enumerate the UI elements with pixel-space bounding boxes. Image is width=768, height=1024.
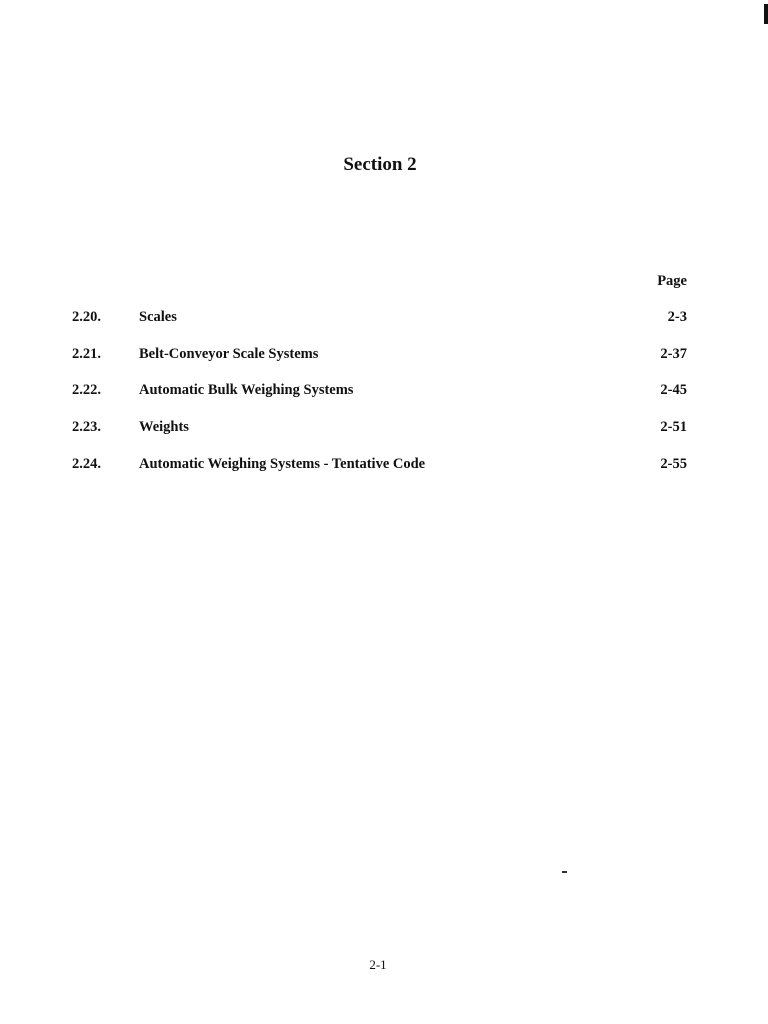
toc-section-title: Scales <box>139 309 177 325</box>
toc-row <box>0 419 768 439</box>
scan-edge-mark <box>764 4 768 24</box>
toc-section-number: 2.20. <box>72 309 101 325</box>
toc-section-number: 2.22. <box>72 382 101 398</box>
toc-page-number: 2-3 <box>667 309 687 325</box>
toc-page-number: 2-37 <box>660 346 687 362</box>
toc-section-title: Automatic Weighing Systems - Tentative Code <box>139 456 426 472</box>
toc-row <box>0 309 768 329</box>
footer-page-number: 2-1 <box>369 957 387 972</box>
toc-section-number: 2.23. <box>72 419 101 435</box>
section-title: Section 2 <box>343 154 417 175</box>
toc-section-number: 2.24. <box>72 456 101 472</box>
toc-row <box>0 456 768 476</box>
toc-page-number: 2-55 <box>660 456 687 472</box>
toc-section-number: 2.21. <box>72 346 101 362</box>
toc-row <box>0 346 768 366</box>
toc-section-title: Weights <box>139 419 189 435</box>
scan-speck <box>562 871 567 873</box>
page-column-header: Page <box>657 273 687 289</box>
toc-page-number: 2-45 <box>660 382 687 398</box>
toc-page-number: 2-51 <box>660 419 687 435</box>
toc-section-title: Automatic Bulk Weighing Systems <box>139 382 354 398</box>
toc-section-title: Belt-Conveyor Scale Systems <box>139 346 319 362</box>
toc-row <box>0 382 768 402</box>
